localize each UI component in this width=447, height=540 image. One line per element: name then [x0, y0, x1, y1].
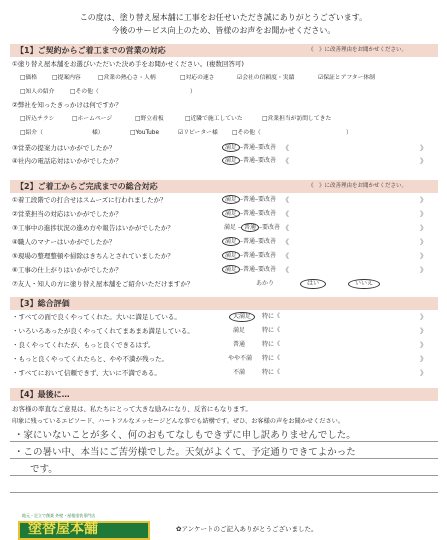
s1-q3-rating: 満足 –普通–要改善 [222, 145, 276, 151]
q1-option-trust[interactable]: ☑会社の信頼度・実績 [237, 75, 295, 81]
s1-q3-text: ③営業の提案力はいかがでしたか？ [12, 144, 116, 152]
s2-q2-text: ②営業担当の対応はいかがでしたか？ [12, 210, 122, 218]
s3-item-1-note[interactable]: 特に《 [262, 313, 281, 320]
rating-satisfied-circled[interactable]: 満足 [222, 209, 240, 218]
s2-q2-reason-close: 》 [420, 210, 427, 218]
s2-q2-reason-open[interactable]: 《 [282, 210, 289, 218]
s1-q2-text: ②弊社を知ったきっかけは何ですか？ [12, 101, 122, 109]
q1-option-other[interactable]: □その他（ [70, 89, 99, 95]
footer-thanks: ✿アンケートのご記入ありがとうございました。 [176, 525, 318, 533]
rating-satisfied-circled[interactable]: 満足 [222, 265, 240, 274]
s3-answer-normal[interactable]: 普通 [233, 341, 246, 348]
rating-improve[interactable]: 要改善 [258, 238, 277, 245]
s1-q1-text: ①塗り替え屋本舗をお選びいただいた決め手をお聞かせください。(複数回答可) [12, 60, 244, 68]
s2-q4-reason-close: 》 [420, 238, 427, 246]
section-1-note: 《 》に改善理由をお聞かせください。 [308, 47, 408, 53]
s2-q6-text: ⑥工事の仕上がりはいかがでしたか？ [12, 266, 122, 274]
handwritten-comment-3[interactable]: です。 [30, 464, 58, 475]
q2-option-repeater[interactable]: ☑リピーター様 [178, 130, 218, 136]
s3-answer-satisfied[interactable]: 満足 [233, 327, 246, 334]
s3-item-2-note[interactable]: 特に《 [262, 327, 281, 334]
s2-q5-text: ⑤現場の整理整頓や掃除はきちんとされていましたか？ [12, 252, 174, 260]
rating-improve[interactable]: 要改善 [258, 196, 277, 203]
handwritten-comment-2[interactable]: ・この暑い中、本当にご苦労様でした。天気がよくて、予定通りできてよかった [14, 447, 356, 458]
q2-option-intro-suffix: 様） [92, 130, 104, 136]
comment-line-4 [10, 492, 438, 493]
s2-q4-reason-open[interactable]: 《 [282, 238, 289, 246]
s3-answer-somewhat-dissatisfied[interactable]: やや不満 [228, 355, 253, 362]
s3-item-5: ・すべてにおいて信頼できず、大いに不満である。 [12, 369, 161, 377]
company-logo-text: 塗替屋本舗 [28, 521, 98, 537]
s2-q5-reason-open[interactable]: 《 [282, 252, 289, 260]
s3-item-1: ・すべての面で良くやってくれた。大いに満足している。 [12, 313, 181, 321]
intro-line-1: この度は、塗り替え屋本舗に工事をお任せいただき誠にありがとうございます。 [79, 13, 368, 22]
q1-option-speed[interactable]: □対応の速さ [180, 75, 215, 81]
s2-q6-reason-open[interactable]: 《 [282, 266, 289, 274]
s2-q3-reason-close: 》 [420, 224, 427, 232]
rating-normal[interactable]: 普通 [243, 252, 256, 259]
s3-item-3-close: 》 [420, 341, 427, 349]
section-2-title: 【2】ご着工からご完成までの総合対応 [16, 182, 158, 191]
s2-q6-reason-close: 》 [420, 266, 427, 274]
s4-intro-line-2: 印象に残っているエピソード、ハートフルなメッセージどんな事でも結構です。ぜひ、お客様の声をお聞かせください。 [12, 418, 345, 425]
s3-answer-very-satisfied[interactable]: 大満足 [229, 312, 255, 322]
q1-option-referral[interactable]: □知人の紹介 [20, 89, 55, 95]
s1-q3-reason-close: 》 [420, 144, 427, 152]
s2-q5-reason-close: 》 [420, 252, 427, 260]
rating-satisfied-circled[interactable]: 満足 [222, 143, 240, 152]
rating-satisfied-circled[interactable]: 満足 [222, 251, 240, 260]
s2-q1-reason-close: 》 [420, 196, 427, 204]
q1-option-proposal[interactable]: □提案内容 [52, 75, 81, 81]
q2-option-flyer[interactable]: □折込チラシ [20, 116, 55, 122]
rating-satisfied-circled[interactable]: 満足 [222, 237, 240, 246]
rating-improve[interactable]: 要改善 [258, 252, 277, 259]
s3-item-3: ・良くやってくれたが、もっと良くできるはず。 [12, 341, 155, 349]
section-4-header [10, 388, 438, 401]
s3-item-3-note[interactable]: 特に《 [262, 341, 281, 348]
s3-item-4-note[interactable]: 特に《 [262, 355, 281, 362]
rating-improve[interactable]: 要改善 [258, 144, 277, 151]
rating-normal[interactable]: 普通 [243, 196, 256, 203]
s3-item-2: ・いろいろあったが良くやってくれてまあまあ満足している。 [12, 327, 194, 335]
q7-option-no[interactable]: いいえ [348, 279, 380, 289]
s1-q4-rating: 満足 –普通–要改善 [222, 158, 276, 164]
section-2-note: 《 》に改善理由をお聞かせください。 [308, 183, 408, 189]
s2-q3-reason-open[interactable]: 《 [282, 224, 289, 232]
comment-line-1 [10, 441, 438, 442]
s1-q3-reason-open[interactable]: 《 [282, 144, 289, 152]
rating-improve[interactable]: 要改善 [258, 266, 277, 273]
q2-option-youtube[interactable]: □YouTube [130, 130, 160, 136]
comment-line-2 [10, 458, 438, 459]
rating-satisfied-circled[interactable]: 満足 [222, 156, 240, 165]
rating-normal[interactable]: 普通 [243, 266, 256, 273]
s3-item-5-note[interactable]: 特に《 [262, 369, 281, 376]
rating-improve[interactable]: 要改善 [262, 224, 281, 231]
s2-q1-reason-open[interactable]: 《 [282, 196, 289, 204]
q2-option-visit[interactable]: □営業担当が訪問してきた [262, 116, 332, 122]
s2-q4-text: ④職人のマナーはいかがでしたか？ [12, 238, 116, 246]
s3-item-5-close: 》 [420, 369, 427, 377]
q1-option-warranty[interactable]: ☑保証とアフター体制 [318, 75, 375, 81]
section-3-header [10, 297, 438, 310]
s3-item-4-close: 》 [420, 355, 427, 363]
rating-normal-circled[interactable]: 普通 [241, 223, 259, 232]
q7-option-yes[interactable]: はい [300, 279, 326, 289]
s1-q4-reason-close: 》 [420, 157, 427, 165]
q2-option-other[interactable]: □その他（ [232, 130, 261, 136]
s2-q7-text: ⑦友人・知人の方に塗り替え屋本舗をご紹介いただけますか？ [12, 280, 194, 288]
rating-normal[interactable]: 普通 [243, 144, 256, 151]
s2-q4-rating: 満足 –普通–要改善 [222, 239, 276, 245]
intro-line-2: 今後のサービス向上のため、皆様のお声をお聞かせください。 [111, 26, 336, 35]
rating-normal[interactable]: 普通 [243, 210, 256, 217]
rating-normal[interactable]: 普通 [243, 238, 256, 245]
q1-option-price[interactable]: □価格 [20, 75, 38, 81]
rating-satisfied[interactable]: 満足 [224, 224, 237, 231]
s2-q1-rating: 満足 –普通–要改善 [222, 197, 276, 203]
rating-improve[interactable]: 要改善 [258, 210, 277, 217]
s4-intro-line-1: お客様の率直なご意見は、私たちにとって大きな励みになり、反省にもなります。 [12, 405, 252, 413]
s2-q3-rating: 満足 – 普通 –要改善 [224, 224, 281, 231]
s2-q3-text: ③工事中の進捗状況の進め方や報告はいかがでしたか？ [12, 224, 174, 232]
rating-improve[interactable]: 要改善 [258, 157, 277, 164]
q1-option-other-close: ） [190, 89, 196, 95]
section-1-title: 【1】ご契約からご着工までの営業の対応 [16, 46, 166, 55]
s2-q5-rating: 満足 –普通–要改善 [222, 253, 276, 259]
handwritten-comment-1[interactable]: ・家にいないことが多く、何のおもてなしもできずに申し訳ありませんでした。 [14, 430, 356, 441]
q7-option-akari[interactable]: あかり [256, 280, 275, 287]
rating-satisfied-circled[interactable]: 満足 [222, 195, 240, 204]
q2-option-website[interactable]: □ホームページ [72, 116, 113, 122]
s1-q4-reason-open[interactable]: 《 [282, 157, 289, 165]
rating-normal[interactable]: 普通 [243, 157, 256, 164]
s2-q1-text: ①着工段階での打合せはスムーズに行われましたか？ [12, 196, 167, 204]
s3-item-1-close: 》 [420, 313, 427, 321]
s3-item-4: ・もっと良くやってくれたらと、やや不満が残った。 [12, 355, 168, 363]
q1-option-sales[interactable]: □営業の熱心さ・人柄 [98, 75, 156, 81]
s3-answer-dissatisfied[interactable]: 不満 [233, 369, 246, 376]
section-4-title: 【4】最後に… [16, 390, 70, 399]
s2-q6-rating: 満足 –普通–要改善 [222, 267, 276, 273]
q2-option-other-close: ） [346, 130, 352, 136]
logo-tagline: 地元・足立で創業 外壁・屋根塗装専門店 [22, 513, 96, 518]
s2-q2-rating: 満足 –普通–要改善 [222, 211, 276, 217]
s1-q4-text: ④社内の電話応対はいかがでしたか？ [12, 157, 122, 165]
comment-line-3 [10, 475, 438, 476]
s3-item-2-close: 》 [420, 327, 427, 335]
q2-option-intro[interactable]: □紹介（ [20, 130, 43, 136]
section-3-title: 【3】総合評価 [16, 299, 70, 308]
q2-option-nearby[interactable]: □近隣で施工していた [185, 116, 243, 122]
q2-option-signboard[interactable]: □野立看板 [135, 116, 164, 122]
